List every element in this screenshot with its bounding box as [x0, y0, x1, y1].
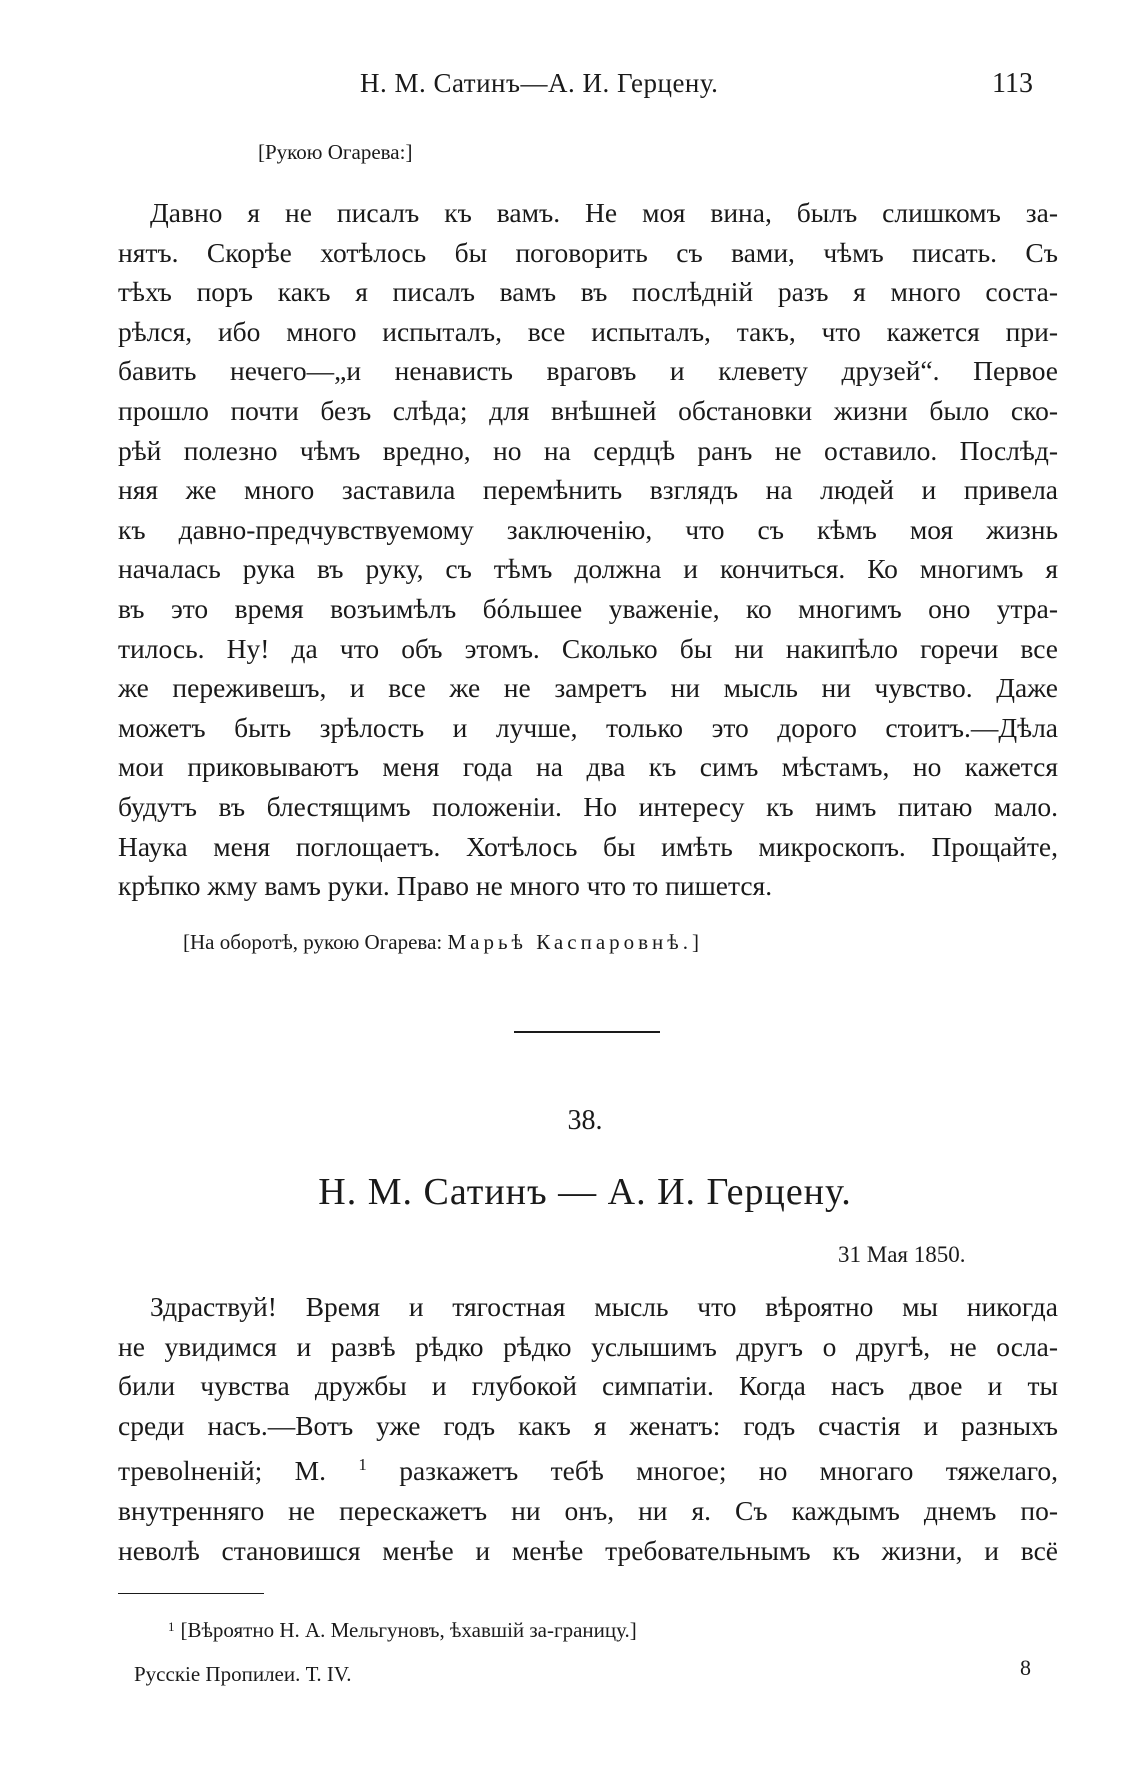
footnote-ref[interactable]: 1 [358, 1455, 367, 1475]
text-line: среди насъ.—Вотъ уже годъ какъ я женатъ: годъ счастiя и разныхъ [118, 1409, 1058, 1441]
text-line: мои приковываютъ меня года на два къ симъ мѣстамъ, но кажется [118, 751, 1058, 783]
text-line: неволѣ становишся менѣе и менѣе требовательнымъ къ жизни, и всё [118, 1534, 1058, 1566]
text-line: началась рука въ руку, съ тѣмъ должна и кончиться. Ко многимъ я [118, 553, 1058, 585]
footnote-divider [118, 1593, 264, 1594]
letter-number: 38. [567, 1105, 603, 1136]
letter-38-body [118, 1287, 1058, 1570]
text-line: не увидимся и развѣ рѣдко рѣдко услышимъ другъ о другѣ, не осла- [118, 1330, 1058, 1362]
ref-line-start: тревolненiй; М. [118, 1455, 326, 1487]
text-line: бавить нечего—„и ненависть враговъ и клевету друзей“. Первое [118, 355, 1058, 387]
text-line: крѣпко жму вамъ руки. Право не много что то пишется. [118, 870, 773, 902]
footnote-marker: 1 [168, 1619, 175, 1634]
text-line: няя же много заставила перемѣнить взглядъ на людей и привела [118, 474, 1058, 506]
text-line: тилось. Ну! да что объ этомъ. Сколько бы ни накипѣло горечи все [118, 632, 1058, 664]
hand-note: [Рукою Огарева:] [258, 140, 413, 164]
text-line: били чувства дружбы и глубокой симпатiи. Когда насъ двое и ты [118, 1370, 1058, 1402]
verso-prefix: [На оборотѣ, рукою Огарева: [183, 930, 448, 954]
text-line: будутъ въ блестящимъ положенiи. Но интересу къ нимъ питаю мало. [118, 790, 1058, 822]
footnote [168, 1618, 637, 1643]
page-number: 113 [992, 68, 1033, 99]
text-line: Давно я не писалъ къ вамъ. Не моя вина, былъ слишкомъ за- [150, 197, 1058, 228]
running-head [0, 68, 1140, 108]
text-line: къ давно-предчувствуемому заключенiю, что съ кѣмъ моя жизнь [118, 513, 1058, 545]
text-line: же переживешъ, и все же не замретъ ни мысль ни чувство. Даже [118, 672, 1058, 704]
running-head-title: Н. М. Сатинъ—А. И. Герцену. [360, 68, 719, 98]
text-line: рѣлся, ибо много испыталъ, все испыталъ, такъ, что кажется при- [118, 315, 1058, 347]
letter-37-body [118, 193, 1058, 906]
text-line: нятъ. Скорѣе хотѣлось бы поговорить съ вами, чѣмъ писать. Съ [118, 236, 1058, 268]
text-line [118, 1445, 1058, 1491]
letter-title: Н. М. Сатинъ — А. И. Герцену. [318, 1171, 852, 1213]
text-line: внутренняго не перескажетъ ни онъ, ни я. Съ каждымъ днемъ по- [118, 1494, 1058, 1526]
text-line: Наука меня поглощаетъ. Хотѣлось бы имѣть микроскопъ. Прощайте, [118, 830, 1058, 862]
section-divider [514, 1031, 660, 1033]
verso-suffix: ] [691, 930, 699, 954]
letter-date: 31 Мая 1850. [838, 1242, 966, 1267]
verso-note [183, 930, 699, 955]
text-line: рѣй полезно чѣмъ вредно, но на сердцѣ ранъ не оставило. Послѣд- [118, 434, 1058, 466]
text-line: въ это время возъимѣлъ бóльшее уваженiе, ко многимъ оно утра- [118, 592, 1058, 624]
footnote-text: [Вѣроятно Н. А. Мельгуновъ, ѣхавшiй за-границу.] [180, 1618, 637, 1642]
text-line: Здраствуй! Время и тягостная мысль что вѣроятно мы никогда [150, 1291, 1058, 1322]
printer-signature: Русскiе Пропилеи. Т. IV. [134, 1662, 352, 1686]
ref-line-end: разкажетъ тебѣ многое; но многаго тяжелаго, [399, 1455, 1059, 1487]
text-line: можетъ быть зрѣлость и лучше, только это дорого стоитъ.—Дѣла [118, 711, 1058, 743]
text-line: прошло почти безъ слѣда; для внѣшней обстановки жизни было ско- [118, 394, 1058, 426]
text-line: тѣхъ поръ какъ я писалъ вамъ въ послѣднiй разъ я много соста- [118, 276, 1058, 308]
sheet-number: 8 [1020, 1655, 1031, 1680]
verso-addressee: Марьѣ Каспаровнѣ. [447, 930, 692, 954]
